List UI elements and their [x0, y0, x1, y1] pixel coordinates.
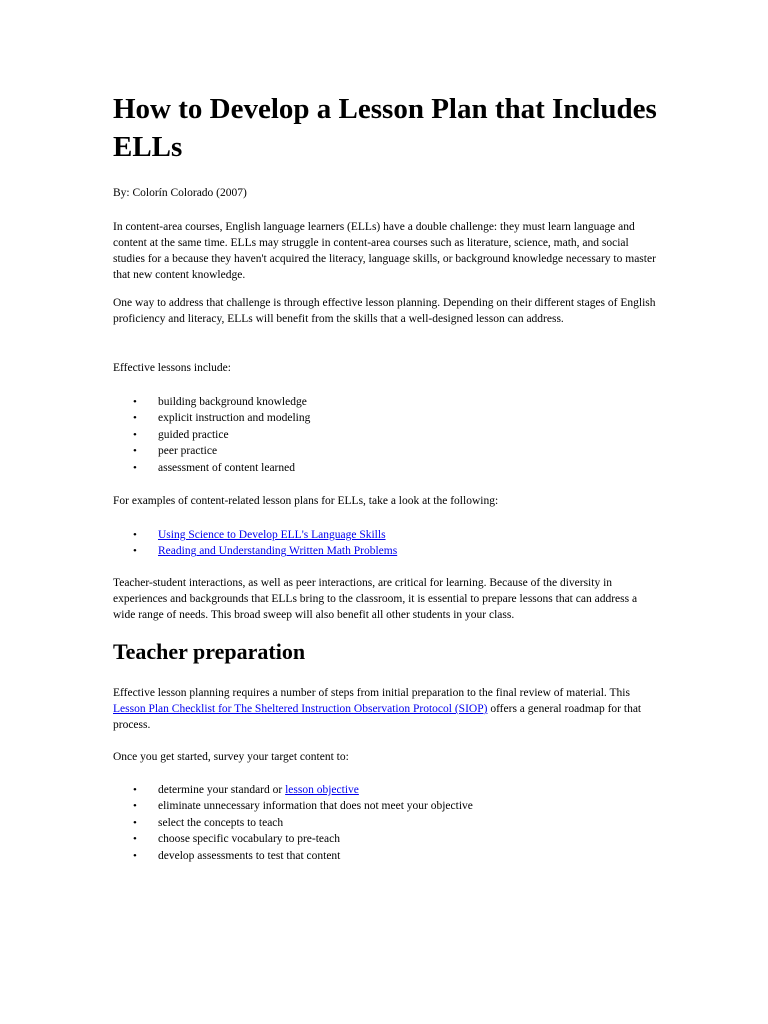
list-item-text: develop assessments to test that content — [158, 849, 341, 862]
list-item-text: choose specific vocabulary to pre-teach — [158, 833, 340, 846]
prep-text-after: offers a general roadmap for that process. — [113, 703, 642, 731]
list-item — [113, 831, 658, 847]
effective-lessons-list — [113, 394, 658, 476]
byline: By: Colorín Colorado (2007) — [113, 187, 247, 199]
intro-paragraph: In content-area courses, English language learners (ELLs) have a double challenge: they must learn language and content at the same time. ELLs may struggle in content-area courses such as literature, science, math, and social studies for a because they haven't acquired the literacy, language skills, or background knowledge necessary to master that new content knowledge. — [113, 221, 656, 281]
list-item — [113, 848, 658, 864]
effective-lessons-intro: Effective lessons include: — [113, 362, 231, 374]
list-item — [113, 815, 658, 831]
link-science-ell-skills[interactable]: Using Science to Develop ELL's Language Skills — [158, 529, 386, 541]
list-item — [113, 782, 658, 798]
list-item-text: determine your standard or — [158, 784, 286, 796]
list-item — [113, 443, 658, 459]
list-item — [113, 427, 658, 443]
bullet-icon: • — [133, 784, 137, 796]
interactions-paragraph: Teacher-student interactions, as well as peer interactions, are critical for learning. Because of the diversity in experiences and backgrounds that ELLs bring to the classroom, it is essential to prepare lessons that can address a wide range of needs. This broad sweep will also benefit all other students in your class. — [113, 577, 638, 621]
list-item — [113, 527, 658, 543]
section-heading-teacher-preparation: Teacher preparation — [113, 639, 306, 664]
bullet-icon: • — [133, 428, 137, 441]
list-item-text: peer practice — [158, 445, 218, 458]
list-item-text: building background knowledge — [158, 396, 307, 408]
list-item-text: guided practice — [158, 428, 229, 441]
bullet-icon: • — [133, 816, 137, 829]
list-item — [113, 543, 658, 559]
list-item-text: assessment of content learned — [158, 461, 295, 474]
bullet-icon: • — [133, 833, 137, 846]
link-lesson-objective[interactable]: lesson objective — [285, 784, 359, 796]
list-item — [113, 798, 658, 814]
list-item — [113, 394, 658, 410]
list-item — [113, 410, 658, 426]
link-siop-checklist[interactable]: Lesson Plan Checklist for The Sheltered Instruction Observation Protocol (SIOP) — [113, 703, 488, 715]
list-item-text: explicit instruction and modeling — [158, 412, 311, 425]
bullet-icon: • — [133, 529, 137, 541]
survey-intro: Once you get started, survey your target content to: — [113, 751, 349, 763]
prep-paragraph — [113, 685, 658, 733]
list-item-text: eliminate unnecessary information that does not meet your objective — [158, 800, 473, 813]
link-math-problems[interactable]: Reading and Understanding Written Math Problems — [158, 545, 398, 558]
bullet-icon: • — [133, 545, 137, 558]
example-links-list — [113, 527, 658, 560]
survey-list — [113, 782, 658, 864]
prep-text-before: Effective lesson planning requires a number of steps from initial preparation to the final review of material. This — [113, 687, 630, 699]
bullet-icon: • — [133, 800, 137, 813]
bullet-icon: • — [133, 396, 137, 408]
bullet-icon: • — [133, 445, 137, 458]
bullet-icon: • — [133, 412, 137, 425]
bullet-icon: • — [133, 849, 137, 862]
page-title: How to Develop a Lesson Plan that Includes ELLs — [113, 93, 657, 163]
list-item — [113, 460, 658, 476]
list-item-text: select the concepts to teach — [158, 816, 284, 829]
planning-paragraph: One way to address that challenge is through effective lesson planning. Depending on their different stages of English proficiency and literacy, ELLs will benefit from the skills that a well-designed lesson can address. — [113, 297, 656, 325]
examples-intro: For examples of content-related lesson plans for ELLs, take a look at the following: — [113, 495, 499, 507]
bullet-icon: • — [133, 461, 137, 474]
